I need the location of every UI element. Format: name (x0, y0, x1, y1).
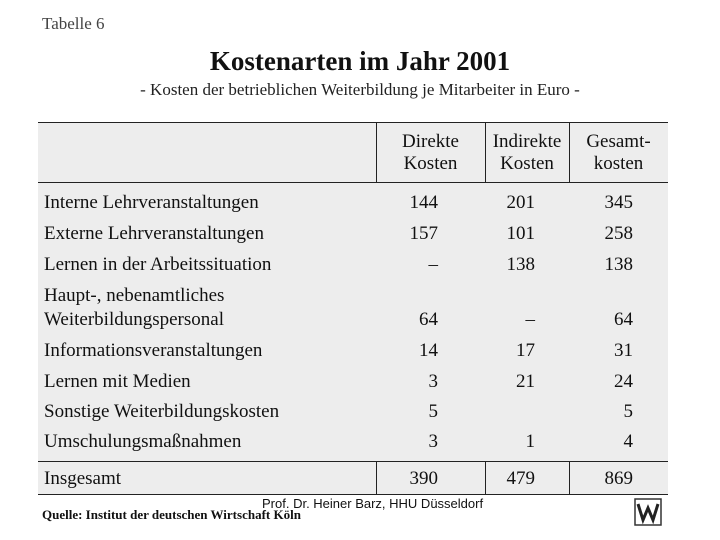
header-direct-costs: Direkte Kosten (402, 131, 459, 174)
header-indirect-costs: Indirekte Kosten (492, 131, 562, 174)
source-note: Quelle: Institut der deutschen Wirtschaft Köln (42, 507, 301, 522)
hhu-logo-icon (632, 496, 664, 533)
presenter-footer: Prof. Dr. Heiner Barz, HHU Düsseldorf (262, 496, 484, 511)
page-subtitle: - Kosten der betrieblichen Weiterbildung je Mitarbeiter in Euro - (140, 80, 580, 99)
header-total-costs: Gesamt- kosten (586, 131, 651, 174)
cost-table: Direkte Kosten Indirekte Kosten Gesamt- kosten Interne Lehrveranstaltungen 144 201 345 Externe Lehrveranstaltungen 157 101 258 Lernen in der Arbeitssituation – 138 138 Haupt-, nebenamtliches Weiterbildungspersonal 64 – 64 Informationsveranstaltungen 14 17 31 Lernen mit Medien 3 21 24 Sonstige Weiterbildungskosten 5 5 Umschulungsmaßnahmen 3 1 4 Insgesamt 390 479 869 (38, 122, 668, 495)
page-title: Kostenarten im Jahr 2001 (209, 46, 511, 76)
table-label: Tabelle 6 (42, 14, 105, 33)
